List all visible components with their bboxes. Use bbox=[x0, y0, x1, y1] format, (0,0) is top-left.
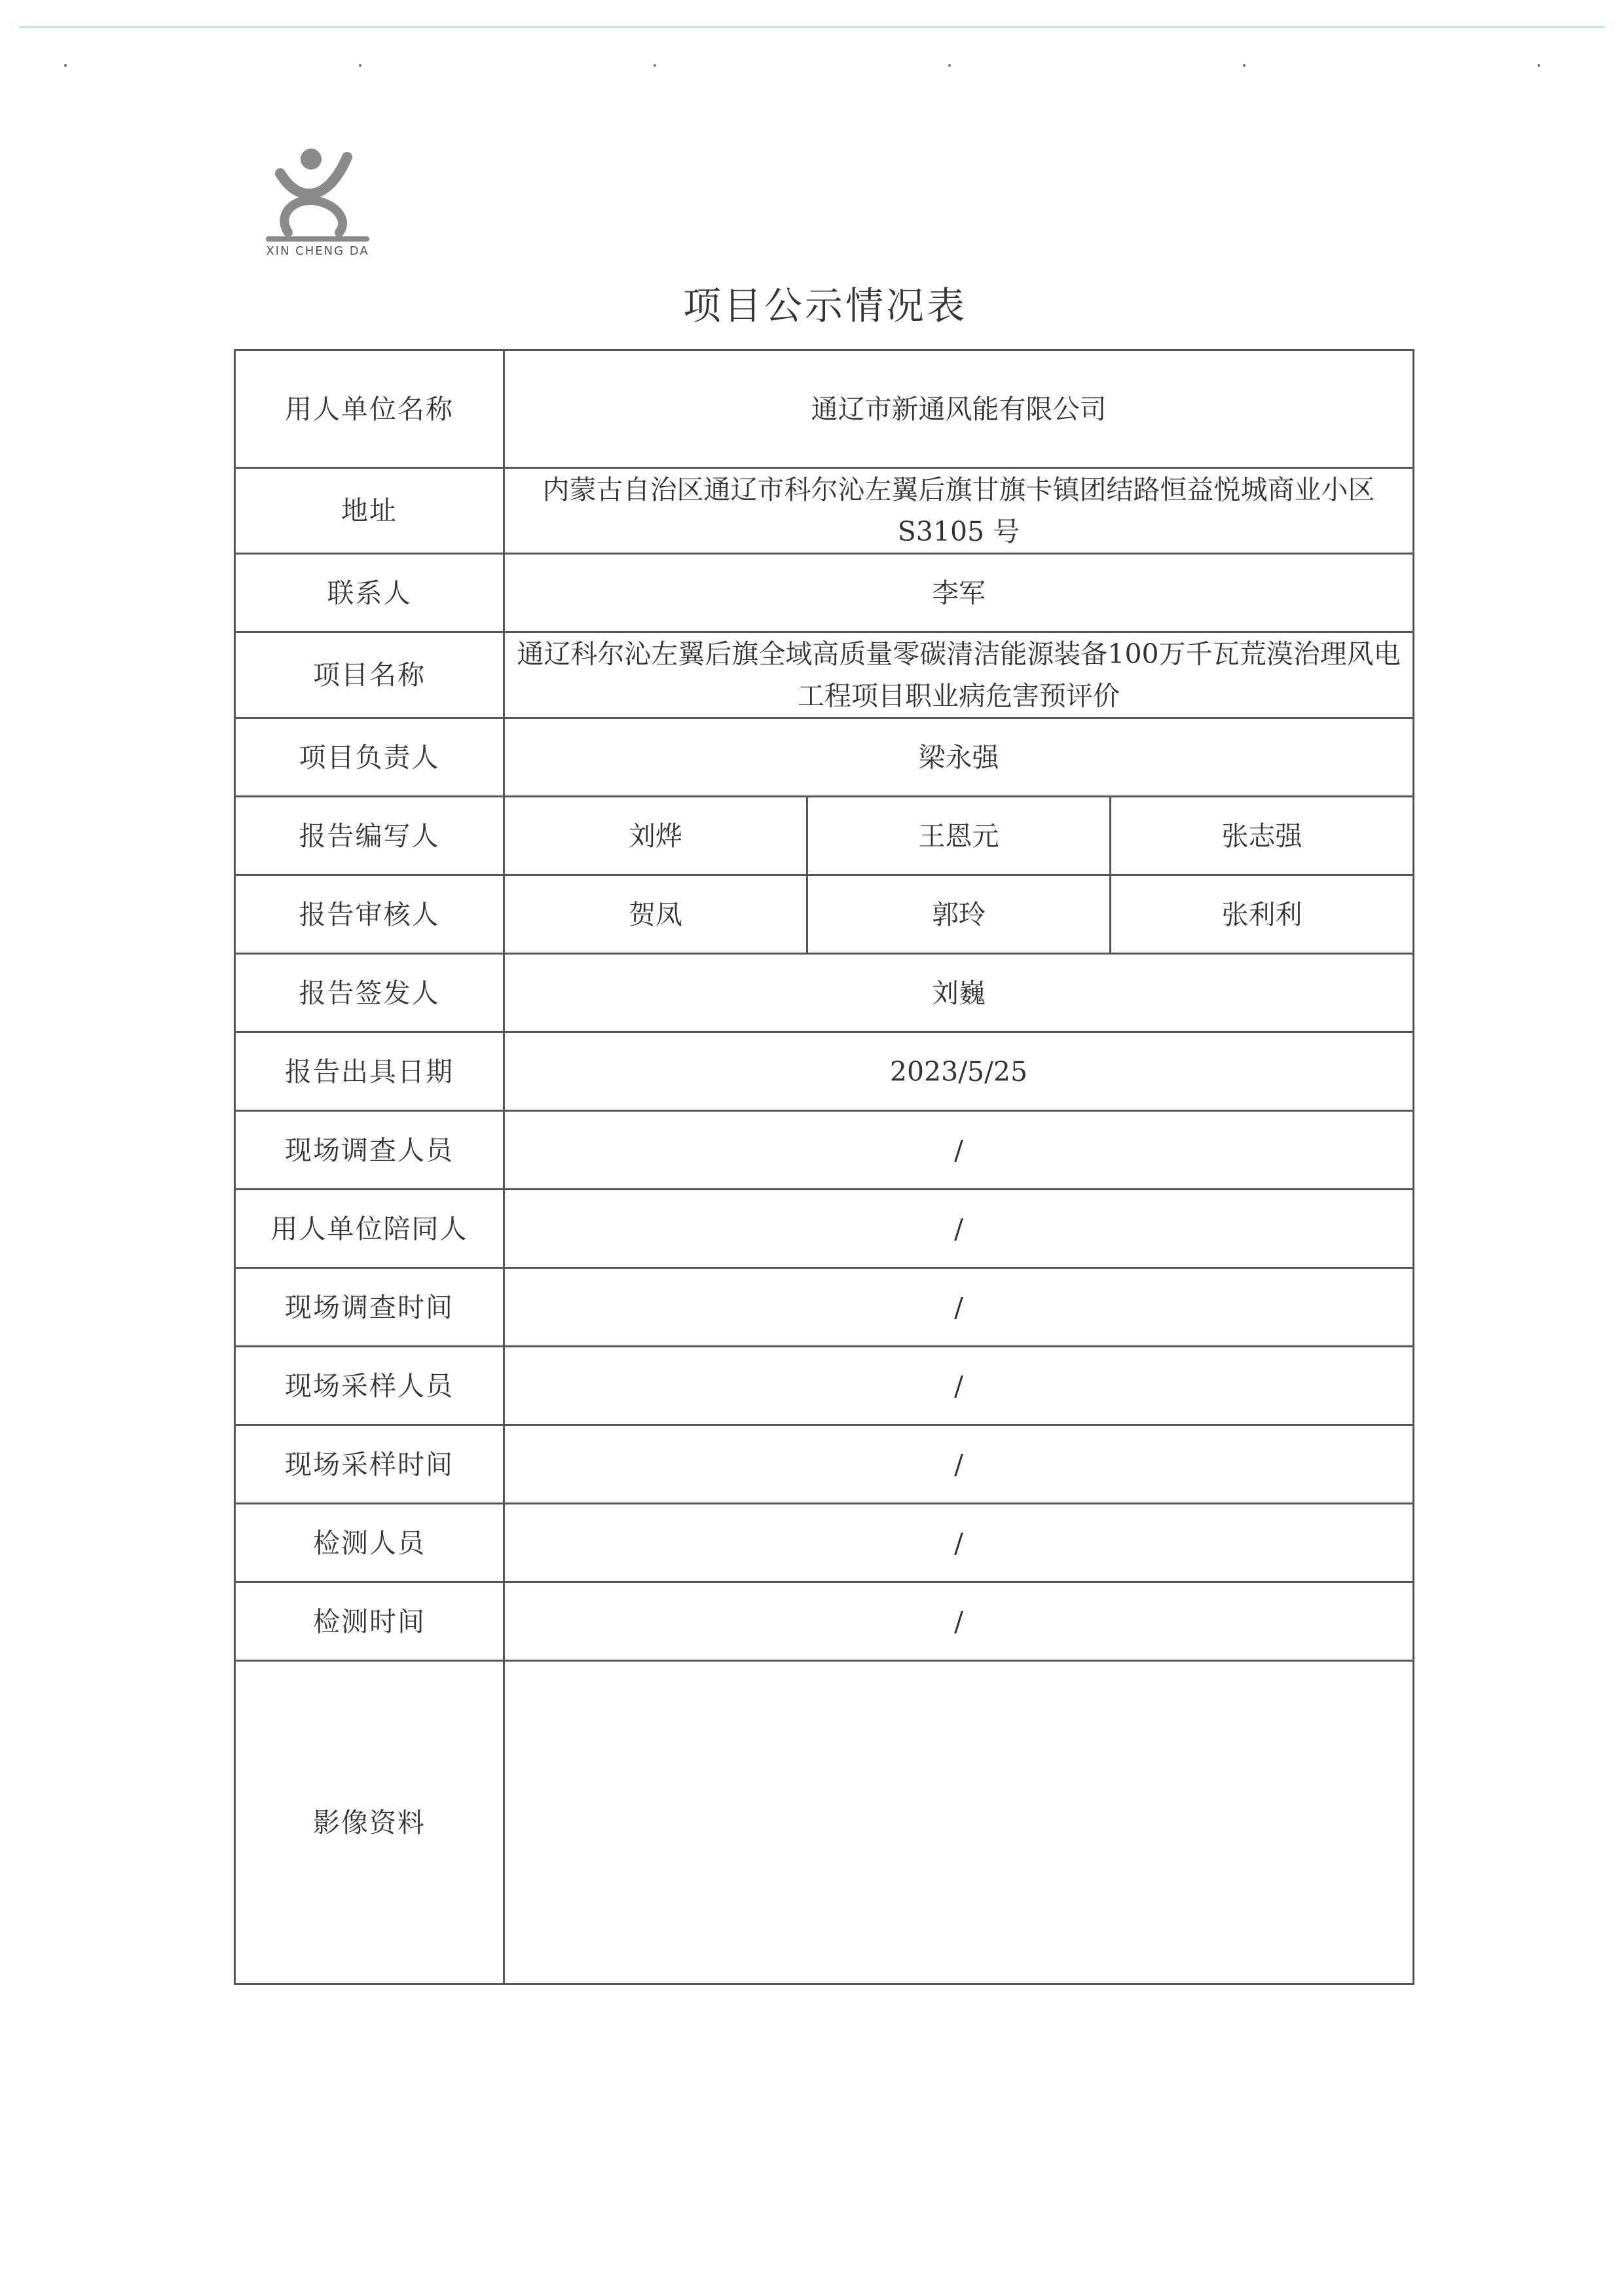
table-row bbox=[235, 1190, 1414, 1268]
writer-name: 张志强 bbox=[1111, 797, 1414, 875]
project-lead-value: 梁永强 bbox=[504, 718, 1414, 797]
table-row bbox=[235, 554, 1414, 632]
reviewer-name: 贺凤 bbox=[504, 875, 807, 954]
sampling-time-value: / bbox=[504, 1425, 1414, 1504]
table-row bbox=[235, 797, 1414, 875]
employer-label: 用人单位名称 bbox=[235, 350, 504, 468]
table-row bbox=[235, 1425, 1414, 1504]
table-row bbox=[235, 875, 1414, 954]
reviewer-name: 张利利 bbox=[1111, 875, 1414, 954]
testing-staff-value: / bbox=[504, 1504, 1414, 1582]
table-row bbox=[235, 1032, 1414, 1111]
contact-label: 联系人 bbox=[235, 554, 504, 632]
table-row bbox=[235, 954, 1414, 1032]
issuer-value: 刘巍 bbox=[504, 954, 1414, 1032]
writer-name: 王恩元 bbox=[807, 797, 1111, 875]
survey-time-value: / bbox=[504, 1268, 1414, 1347]
escort-value: / bbox=[504, 1190, 1414, 1268]
scan-mark bbox=[64, 64, 67, 67]
table-row bbox=[235, 1582, 1414, 1661]
testing-time-label: 检测时间 bbox=[235, 1582, 504, 1661]
project-name-value: 通辽科尔沁左翼后旗全域高质量零碳清洁能源装备100万千瓦荒漠治理风电工程项目职业病危害预评价 bbox=[504, 632, 1414, 718]
contact-value: 李军 bbox=[504, 554, 1414, 632]
scan-mark bbox=[359, 64, 361, 67]
scan-mark bbox=[1538, 64, 1540, 67]
address-label: 地址 bbox=[235, 468, 504, 554]
company-logo bbox=[262, 141, 373, 262]
testing-staff-label: 检测人员 bbox=[235, 1504, 504, 1582]
sampling-time-label: 现场采样时间 bbox=[235, 1425, 504, 1504]
table-row bbox=[235, 1504, 1414, 1582]
sampling-staff-label: 现场采样人员 bbox=[235, 1347, 504, 1425]
table-row bbox=[235, 1347, 1414, 1425]
images-area bbox=[504, 1661, 1414, 1984]
table-row bbox=[235, 1661, 1414, 1984]
scan-mark bbox=[948, 64, 951, 67]
writer-name: 刘烨 bbox=[504, 797, 807, 875]
table-row bbox=[235, 1111, 1414, 1190]
project-lead-label: 项目负责人 bbox=[235, 718, 504, 797]
issuer-label: 报告签发人 bbox=[235, 954, 504, 1032]
reviewers-label: 报告审核人 bbox=[235, 875, 504, 954]
project-name-label: 项目名称 bbox=[235, 632, 504, 718]
writers-label: 报告编写人 bbox=[235, 797, 504, 875]
top-border-line bbox=[20, 26, 1604, 28]
issue-date-value: 2023/5/25 bbox=[504, 1032, 1414, 1111]
document-title: 项目公示情况表 bbox=[682, 283, 967, 328]
reviewer-name: 郭玲 bbox=[807, 875, 1111, 954]
logo-mark-icon bbox=[262, 141, 373, 246]
employer-value: 通辽市新通风能有限公司 bbox=[504, 350, 1414, 468]
scan-mark bbox=[1243, 64, 1246, 67]
project-info-table bbox=[234, 349, 1414, 1985]
issue-date-label: 报告出具日期 bbox=[235, 1032, 504, 1111]
table-row bbox=[235, 468, 1414, 554]
logo-text: XIN CHENG DA bbox=[266, 244, 369, 258]
table-row bbox=[235, 632, 1414, 718]
escort-label: 用人单位陪同人 bbox=[235, 1190, 504, 1268]
images-label: 影像资料 bbox=[235, 1661, 504, 1984]
table-row bbox=[235, 350, 1414, 468]
scan-mark bbox=[654, 64, 656, 67]
sampling-staff-value: / bbox=[504, 1347, 1414, 1425]
address-value: 内蒙古自治区通辽市科尔沁左翼后旗甘旗卡镇团结路恒益悦城商业小区 S3105 号 bbox=[504, 468, 1414, 554]
survey-time-label: 现场调查时间 bbox=[235, 1268, 504, 1347]
table-row bbox=[235, 1268, 1414, 1347]
testing-time-value: / bbox=[504, 1582, 1414, 1661]
survey-staff-label: 现场调查人员 bbox=[235, 1111, 504, 1190]
survey-staff-value: / bbox=[504, 1111, 1414, 1190]
table-row bbox=[235, 718, 1414, 797]
